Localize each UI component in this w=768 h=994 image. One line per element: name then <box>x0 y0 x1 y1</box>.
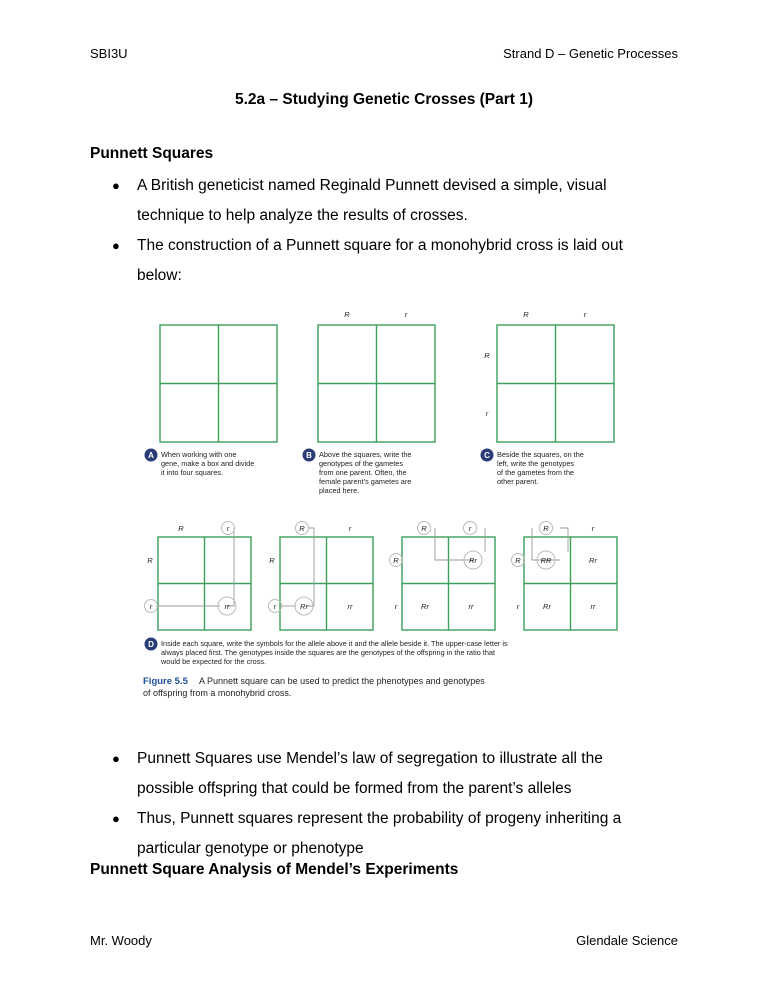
caption-c-line: left, write the genotypes <box>497 459 575 468</box>
bullet-text-line: particular genotype or phenotype <box>137 840 364 857</box>
allele-label: r <box>583 310 587 319</box>
step-letter: D <box>148 640 154 649</box>
allele-label: R <box>269 556 275 565</box>
allele-label: r <box>468 524 472 533</box>
allele-label: R <box>147 556 153 565</box>
bullet-text-line: technique to help analyze the results of crosses. <box>137 207 468 224</box>
bullet-text-line: possible offspring that could be formed from the parent’s alleles <box>137 780 572 797</box>
allele-label: r <box>348 524 352 533</box>
allele-label: R <box>344 310 350 319</box>
caption-a-line: gene, make a box and divide <box>161 459 255 468</box>
bullet-item <box>112 804 672 864</box>
allele-label: r <box>516 602 520 611</box>
caption-d-line: would be expected for the cross. <box>161 657 267 666</box>
figure-caption-line: of offspring from a monohybrid cross. <box>143 688 292 698</box>
header-course-code: SBI3U <box>90 46 128 61</box>
allele-label: R <box>393 556 399 565</box>
bullet-dot-icon: ● <box>112 811 120 826</box>
genotype-label: rr <box>468 602 474 611</box>
section-heading-mendel-analysis: Punnett Square Analysis of Mendel’s Experiments <box>90 861 459 878</box>
genotype-label: Rr <box>421 602 429 611</box>
allele-label: r <box>226 524 230 533</box>
step-letter: B <box>306 451 312 460</box>
bullet-item <box>112 231 672 291</box>
genotype-label: rr <box>347 602 353 611</box>
punnett-square-figure <box>140 300 630 720</box>
caption-a-line: it into four squares. <box>161 468 224 477</box>
bullet-dot-icon: ● <box>112 751 120 766</box>
allele-label: R <box>543 524 549 533</box>
header-strand: Strand D – Genetic Processes <box>503 46 678 61</box>
caption-c-line: of the gametes from the <box>497 468 575 477</box>
footer-author: Mr. Woody <box>90 933 152 948</box>
caption-b-line: genotypes of the gametes <box>319 459 403 468</box>
step-letter: A <box>148 451 154 460</box>
figure-label: Figure 5.5 <box>143 676 188 687</box>
genotype-label: Rr <box>469 556 477 565</box>
allele-label: R <box>484 351 490 360</box>
figure-caption-line: A Punnett square can be used to predict the phenotypes and genotypes <box>199 676 485 686</box>
allele-label: R <box>515 556 521 565</box>
allele-label: R <box>299 524 305 533</box>
bullet-dot-icon: ● <box>112 238 120 253</box>
footer-school: Glendale Science <box>576 933 678 948</box>
caption-c-line: Beside the squares, on the <box>497 450 584 459</box>
bullet-text-line: The construction of a Punnett square for a monohybrid cross is laid out <box>137 237 623 254</box>
allele-label: r <box>485 409 489 418</box>
caption-b-line: female parent’s gametes are <box>319 477 412 486</box>
allele-label: r <box>273 602 277 611</box>
allele-label: R <box>523 310 529 319</box>
allele-label: R <box>178 524 184 533</box>
caption-b-line: from one parent. Often, the <box>319 468 407 477</box>
genotype-label: Rr <box>589 556 597 565</box>
genotype-label: RR <box>540 556 552 565</box>
genotype-label: Rr <box>300 602 308 611</box>
allele-label: r <box>591 524 595 533</box>
genotype-label: Rr <box>543 602 551 611</box>
bullet-item <box>112 171 672 231</box>
bullet-text-line: A British geneticist named Reginald Punnett devised a simple, visual <box>137 177 607 194</box>
caption-b-line: placed here. <box>319 486 360 495</box>
caption-a-line: When working with one <box>161 450 237 459</box>
caption-d-line: always placed first. The genotypes inside the squares are the genotypes of the offspring in the ratio that <box>161 648 495 657</box>
allele-label: r <box>394 602 398 611</box>
step-letter: C <box>484 451 490 460</box>
caption-d-line: Inside each square, write the symbols for the allele above it and the allele beside it. The upper-case letter is <box>161 639 508 648</box>
bullet-text-line: below: <box>137 267 182 284</box>
allele-label: r <box>149 602 153 611</box>
bullet-dot-icon: ● <box>112 178 120 193</box>
page-title: 5.2a – Studying Genetic Crosses (Part 1) <box>234 91 534 108</box>
genotype-label: rr <box>590 602 596 611</box>
section-heading-punnett-squares: Punnett Squares <box>90 145 214 162</box>
allele-label: r <box>404 310 408 319</box>
allele-label: R <box>421 524 427 533</box>
caption-b-line: Above the squares, write the <box>319 450 412 459</box>
bullet-text-line: Thus, Punnett squares represent the probability of progeny inheriting a <box>137 810 622 827</box>
bullet-text-line: Punnett Squares use Mendel’s law of segregation to illustrate all the <box>137 750 603 767</box>
caption-c-line: other parent. <box>497 477 539 486</box>
bullet-item <box>112 744 672 804</box>
genotype-label: rr <box>224 602 230 611</box>
